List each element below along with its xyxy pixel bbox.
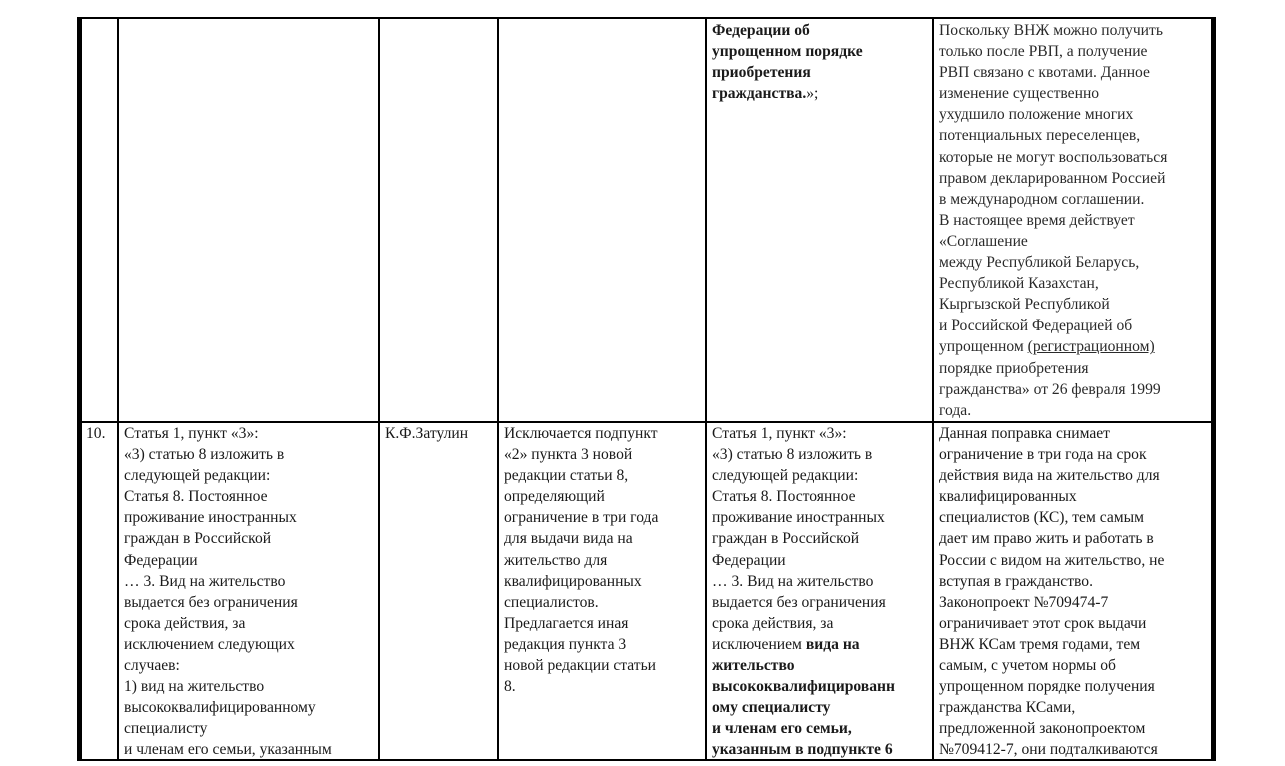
justification-text-part1: Поскольку ВНЖ можно получить только после РВП, а получение РВП связано с квотами. Данное изменение существенно ухудшило положение многих потенциальных переселенцев, которые не могут воспользоваться правом декларированном Россией в международном соглашении. В настоящее время действует «Соглашение между Республикой Беларусь, Республикой Казахстан, Кыргызской Республикой и Российской Федерацией об упрощенном xyxy=(939,22,1168,356)
row-number: 10. xyxy=(86,425,106,442)
prev-row-justification xyxy=(934,20,1216,420)
proposed-text-bold: вида на жительство высококвалифицированн ому специалисту и членам его семьи, указанным в подпункте 6 xyxy=(712,635,895,759)
current-law-text: Статья 1, пункт «3»: «3) статью 8 изложить в следующей редакции: Статья 8. Постоянное проживание иностранных граждан в Российской Федерации … 3. Вид на жительство выдается без ограничения срока действия, за исключением следующих случаев: 1) вид на жительство высококвалифицированному специалисту и членам его семьи, указанным xyxy=(124,425,332,759)
proposed-text-plain: Статья 1, пункт «3»: «3) статью 8 изложить в следующей редакции: Статья 8. Постоянное проживание иностранных граждан в Российской Федерации … 3. Вид на жительство выдается без ограничения срока действия, за исключением xyxy=(712,425,886,653)
amendments-table xyxy=(77,17,1216,761)
prev-row-proposed-bold: Федерации об упрощенном порядке приобретения гражданства. xyxy=(712,22,863,103)
amendment-description: Исключается подпункт «2» пункта 3 новой редакции статьи 8, определяющий ограничение в три года для выдачи вида на жительство для квалифицированных специалистов. Предлагается иная редакция пункта 3 новой редакции статьи 8. xyxy=(504,425,659,696)
amendment-justification: Данная поправка снимает ограничение в три года на срок действия вида на жительство для квалифицированных специалистов (КС), тем самым дает им право жить и работать в России с видом на жительство, не вступая в гражданство. Законопроект №709474-7 ограничивает этот срок выдачи ВНЖ КСам тремя годами, тем самым, с учетом нормы об упрощенном порядке получения гражданства КСами, предложенной законопроектом №709412-7, они подталкиваются xyxy=(939,425,1165,759)
justification-underlined-text: (регистрационном) xyxy=(1027,338,1155,356)
prev-row-proposed-tail: »; xyxy=(806,85,819,103)
prev-row-proposed-text xyxy=(707,20,932,420)
amendment-author: К.Ф.Затулин xyxy=(385,425,469,442)
proposed-text xyxy=(707,423,932,759)
justification-text-part2: порядке приобретения гражданства» от 26 февраля 1999 года. xyxy=(939,359,1161,419)
